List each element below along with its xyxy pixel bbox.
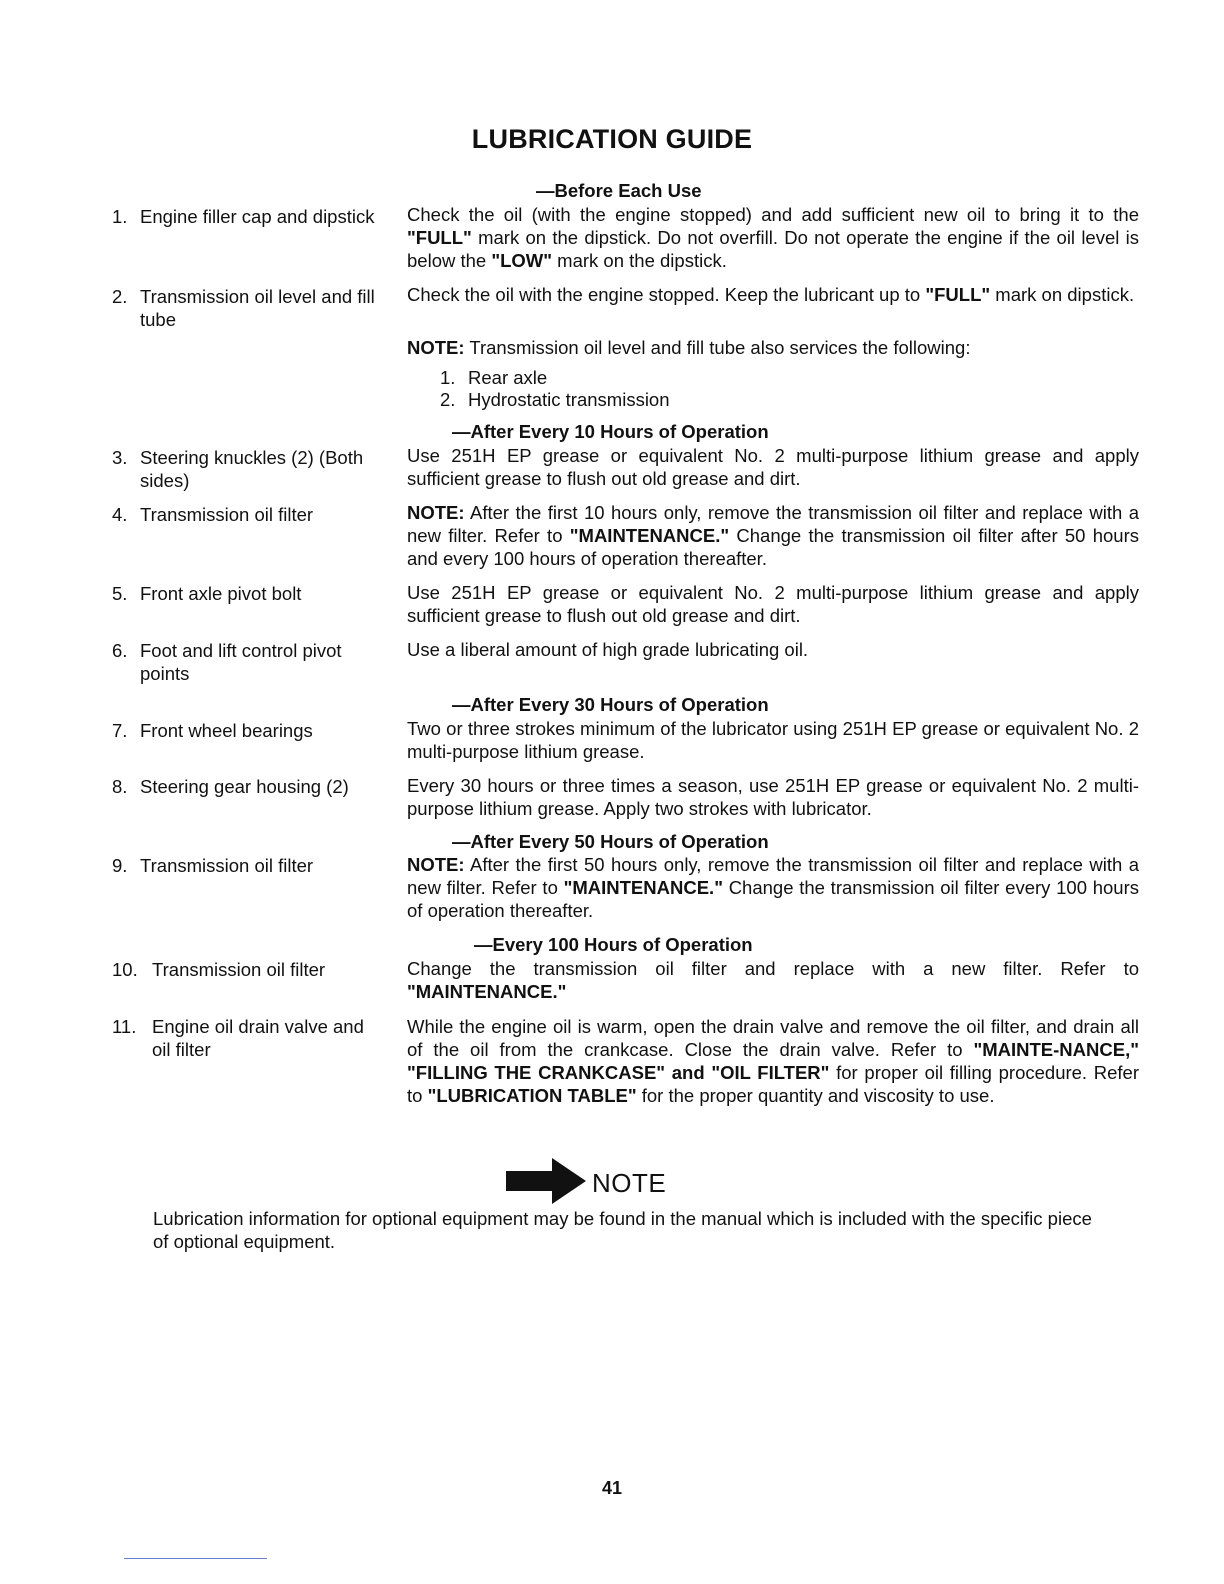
description-1: Check the oil (with the engine stopped) and add sufficient new oil to bring it to the "FULL" mark on the dipstick. Do not overfill. Do not operate the engine if the oil level is below the "LOW" mark on the dipstick. — [407, 204, 1139, 271]
note-label: NOTE: — [407, 337, 465, 358]
description-5: Use 251H EP grease or equivalent No. 2 multi-purpose lithium grease and apply sufficient grease to flush out old grease and dirt. — [407, 582, 1139, 626]
description-10: Change the transmission oil filter and replace with a new filter. Refer to "MAINTENANCE." — [407, 958, 1139, 1002]
note-label: NOTE: — [407, 854, 465, 875]
item-number: 11. — [112, 1016, 137, 1037]
description-7: Two or three strokes minimum of the lubricator using 251H EP grease or equivalent No. 2 multi-purpose lithium grease. — [407, 718, 1139, 762]
item-label: Front wheel bearings — [140, 720, 313, 741]
description-4: NOTE: After the first 10 hours only, remove the transmission oil filter and replace with a new filter. Refer to "MAINTENANCE." Change the transmission oil filter after 50 hours and every 100 hours of operation thereafter. — [407, 502, 1140, 569]
sub-list-item: 2. Hydrostatic transmission — [440, 389, 670, 410]
heading-after-10-hours: —After Every 10 Hours of Operation — [452, 421, 769, 442]
page-title: LUBRICATION GUIDE — [471, 124, 753, 154]
arrow-right-icon — [506, 1158, 586, 1206]
description-6: Use a liberal amount of high grade lubricating oil. — [407, 639, 809, 660]
page-number: 41 — [601, 1478, 623, 1498]
item-label: Steering gear housing (2) — [140, 776, 349, 797]
item-number: 6. — [112, 640, 128, 661]
item-number: 4. — [112, 504, 128, 525]
sub-list-item: 1. Rear axle — [440, 367, 548, 388]
item-label: Engine oil drain valve and oil filter — [152, 1016, 364, 1060]
item-label: Engine filler cap and dipstick — [140, 206, 375, 227]
item-label: Transmission oil level and fill tube — [140, 286, 375, 330]
description-8: Every 30 hours or three times a season, use 251H EP grease or equivalent No. 2 multi-purpose lithium grease. Apply two strokes with lubricator. — [407, 775, 1139, 819]
footnote-text: Lubrication information for optional equipment may be found in the manual which is included with the specific piece of optional equipment. — [153, 1208, 1092, 1252]
item-number: 7. — [112, 720, 128, 741]
description-2: Check the oil with the engine stopped. Keep the lubricant up to "FULL" mark on dipstick. — [407, 284, 1135, 305]
item-number: 5. — [112, 583, 128, 604]
item-label: Transmission oil filter — [140, 504, 314, 525]
item-label: Transmission oil filter — [152, 959, 326, 980]
description-11: While the engine oil is warm, open the drain valve and remove the oil filter, and drain all of the oil from the crankcase. Close the drain valve. Refer to "MAINTE-NANCE," "FILLING THE CRANKCASE" and "OIL FILTER" for proper oil filling procedure. Refer to "LUBRICATION TABLE" for the proper quantity and viscosity to use. — [407, 1016, 1139, 1106]
item-number: 3. — [112, 447, 128, 468]
item-number: 10. — [112, 959, 138, 980]
heading-every-100-hours: —Every 100 Hours of Operation — [474, 934, 753, 955]
description-3: Use 251H EP grease or equivalent No. 2 multi-purpose lithium grease and apply sufficient grease to flush out old grease and dirt. — [407, 445, 1139, 489]
heading-after-30-hours: —After Every 30 Hours of Operation — [452, 694, 769, 715]
item-number: 9. — [112, 855, 128, 876]
item-label: Front axle pivot bolt — [140, 583, 302, 604]
note-callout — [506, 1158, 676, 1206]
item-label: Foot and lift control pivot points — [140, 640, 342, 684]
description-9: NOTE: After the first 50 hours only, remove the transmission oil filter and replace with a new filter. Refer to "MAINTENANCE." Change the transmission oil filter every 100 hours of operation thereafter. — [407, 854, 1139, 921]
item-number: 2. — [112, 286, 128, 307]
note-transmission-services: NOTE: Transmission oil level and fill tube also services the following: — [407, 337, 971, 358]
item-number: 1. — [112, 206, 128, 227]
heading-after-50-hours: —After Every 50 Hours of Operation — [452, 831, 769, 852]
note-heading: NOTE — [592, 1168, 667, 1198]
note-label: NOTE: — [407, 502, 465, 523]
item-label: Transmission oil filter — [140, 855, 314, 876]
divider — [124, 1558, 267, 1559]
item-number: 8. — [112, 776, 128, 797]
heading-before-each-use: —Before Each Use — [536, 180, 702, 201]
item-label: Steering knuckles (2) (Both sides) — [140, 447, 364, 491]
